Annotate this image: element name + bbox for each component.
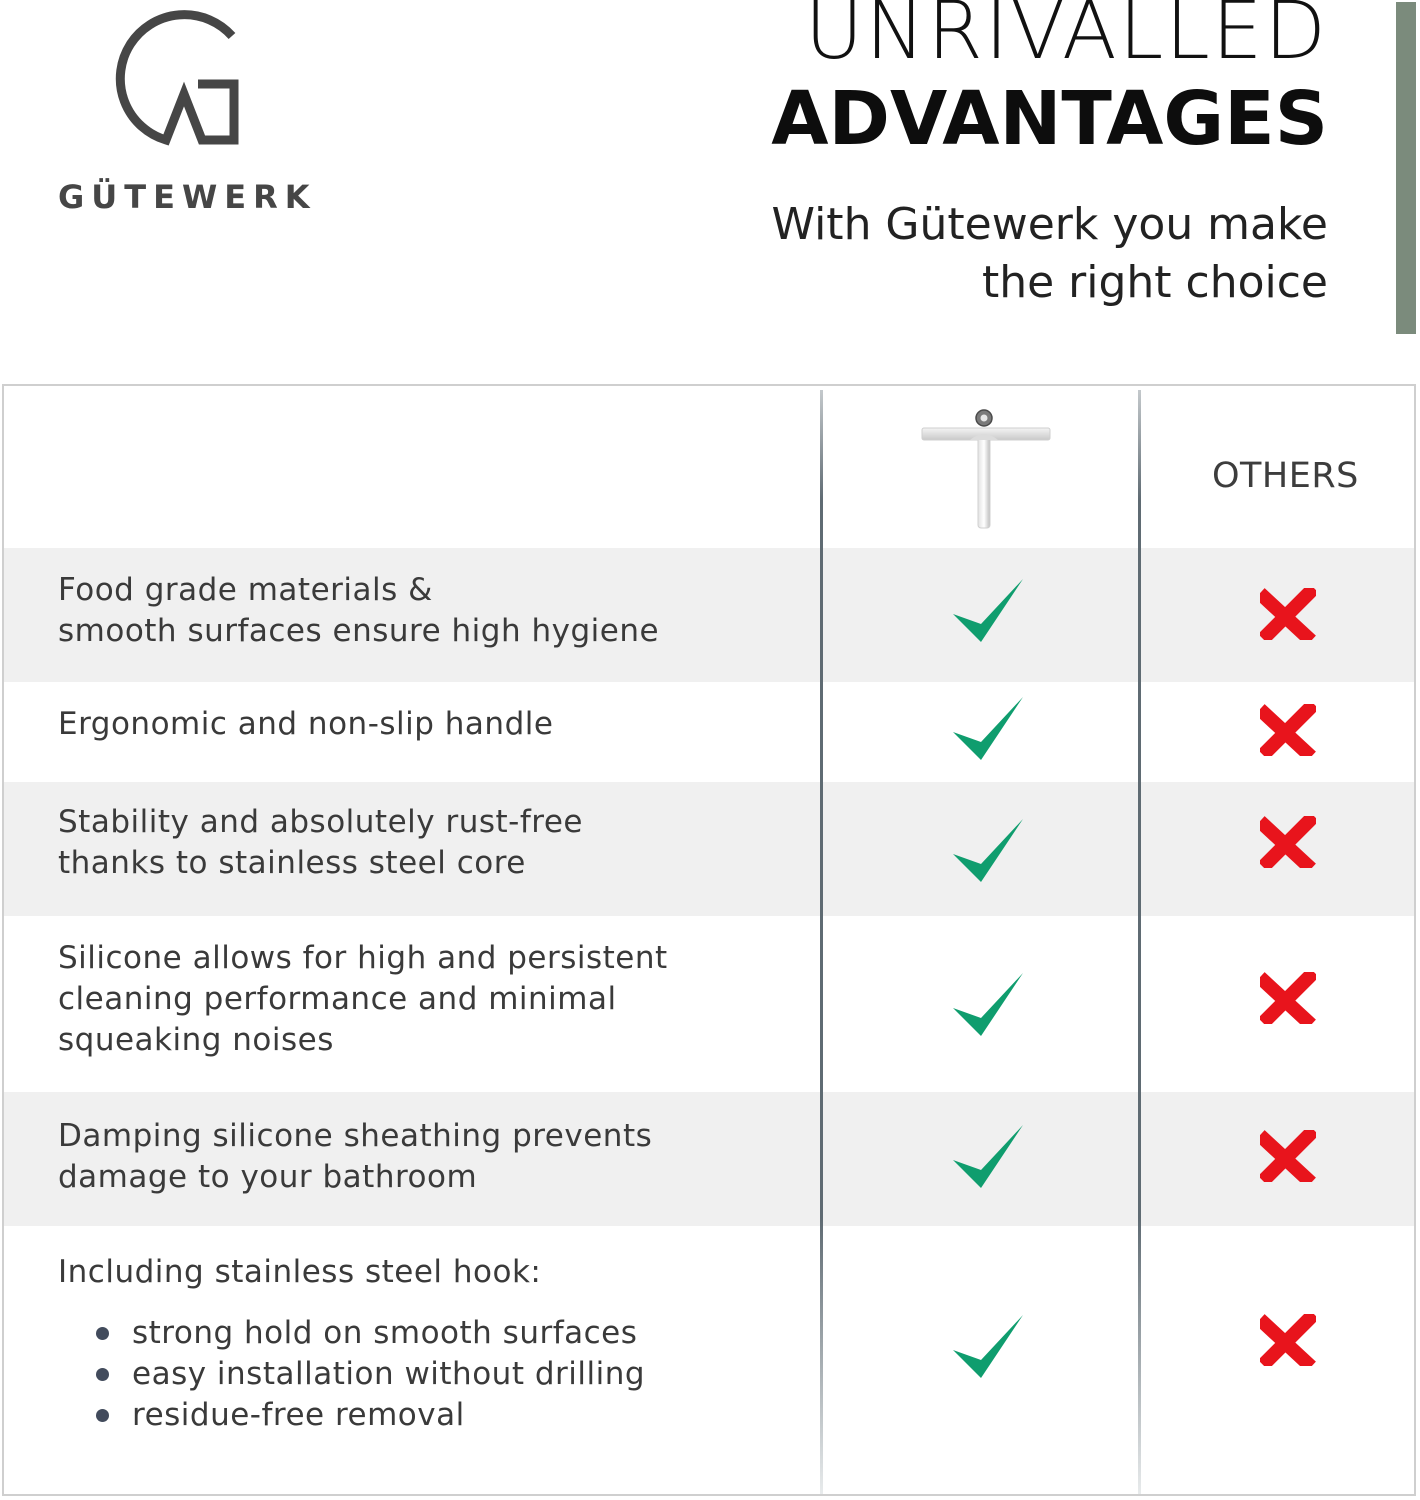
bullet-item <box>96 1313 645 1354</box>
table-row <box>4 1226 1414 1494</box>
feature-line: Food grade materials & <box>58 572 433 608</box>
brand-wordmark: GÜTEWERK <box>58 178 317 216</box>
feature-line: Ergonomic and non-slip handle <box>58 706 554 742</box>
feature-text <box>58 1252 645 1436</box>
bullet-text: easy installation without drilling <box>132 1356 646 1392</box>
headline-subtitle <box>771 196 1328 312</box>
check-icon <box>950 1312 1026 1382</box>
table-header-row <box>4 386 1414 548</box>
brand-logo <box>58 6 318 216</box>
table-row <box>4 682 1414 782</box>
feature-line: Including stainless steel hook: <box>58 1254 542 1290</box>
feature-text <box>58 802 583 884</box>
table-row <box>4 548 1414 682</box>
comparison-table <box>2 384 1416 1496</box>
headline <box>771 0 1328 312</box>
table-row <box>4 1092 1414 1226</box>
bullet-item <box>96 1354 645 1395</box>
feature-line: Stability and absolutely rust-free <box>58 804 583 840</box>
bullet-dot <box>96 1368 109 1381</box>
feature-line: squeaking noises <box>58 1022 334 1058</box>
cross-icon <box>1260 1130 1316 1182</box>
accent-bar <box>1396 2 1416 334</box>
bullet-dot <box>96 1327 109 1340</box>
feature-line: thanks to stainless steel core <box>58 845 526 881</box>
cross-icon <box>1260 816 1316 868</box>
feature-line: Silicone allows for high and persistent <box>58 940 668 976</box>
table-row <box>4 782 1414 916</box>
headline-line-1: UNRIVALLED <box>804 0 1328 77</box>
cross-icon <box>1260 972 1316 1024</box>
squeegee-icon <box>918 406 1054 530</box>
table-row <box>4 916 1414 1092</box>
cross-icon <box>1260 1314 1316 1366</box>
bullet-text: residue-free removal <box>132 1397 465 1433</box>
check-icon <box>950 1122 1026 1192</box>
gutewerk-logo-mark-icon <box>106 6 246 156</box>
feature-text <box>58 938 668 1061</box>
feature-line: damage to your bathroom <box>58 1159 478 1195</box>
others-column-header: OTHERS <box>1212 456 1359 496</box>
headline-subtitle-line-1: With Gütewerk you make <box>771 199 1328 250</box>
headline-subtitle-line-2: the right choice <box>981 257 1328 308</box>
check-icon <box>950 816 1026 886</box>
bullet-dot <box>96 1409 109 1422</box>
feature-text <box>58 570 659 652</box>
bullet-item <box>96 1395 645 1436</box>
feature-line: smooth surfaces ensure high hygiene <box>58 613 660 649</box>
feature-line: Damping silicone sheathing prevents <box>58 1118 653 1154</box>
column-divider <box>1138 390 1141 1494</box>
headline-line-2: ADVANTAGES <box>771 76 1328 162</box>
bullet-list <box>96 1313 645 1436</box>
check-icon <box>950 970 1026 1040</box>
check-icon <box>950 576 1026 646</box>
feature-line: cleaning performance and minimal <box>58 981 617 1017</box>
column-divider <box>820 390 823 1494</box>
cross-icon <box>1260 704 1316 756</box>
check-icon <box>950 694 1026 764</box>
bullet-text: strong hold on smooth surfaces <box>132 1315 638 1351</box>
feature-text <box>58 1116 652 1198</box>
cross-icon <box>1260 588 1316 640</box>
feature-text <box>58 704 553 745</box>
